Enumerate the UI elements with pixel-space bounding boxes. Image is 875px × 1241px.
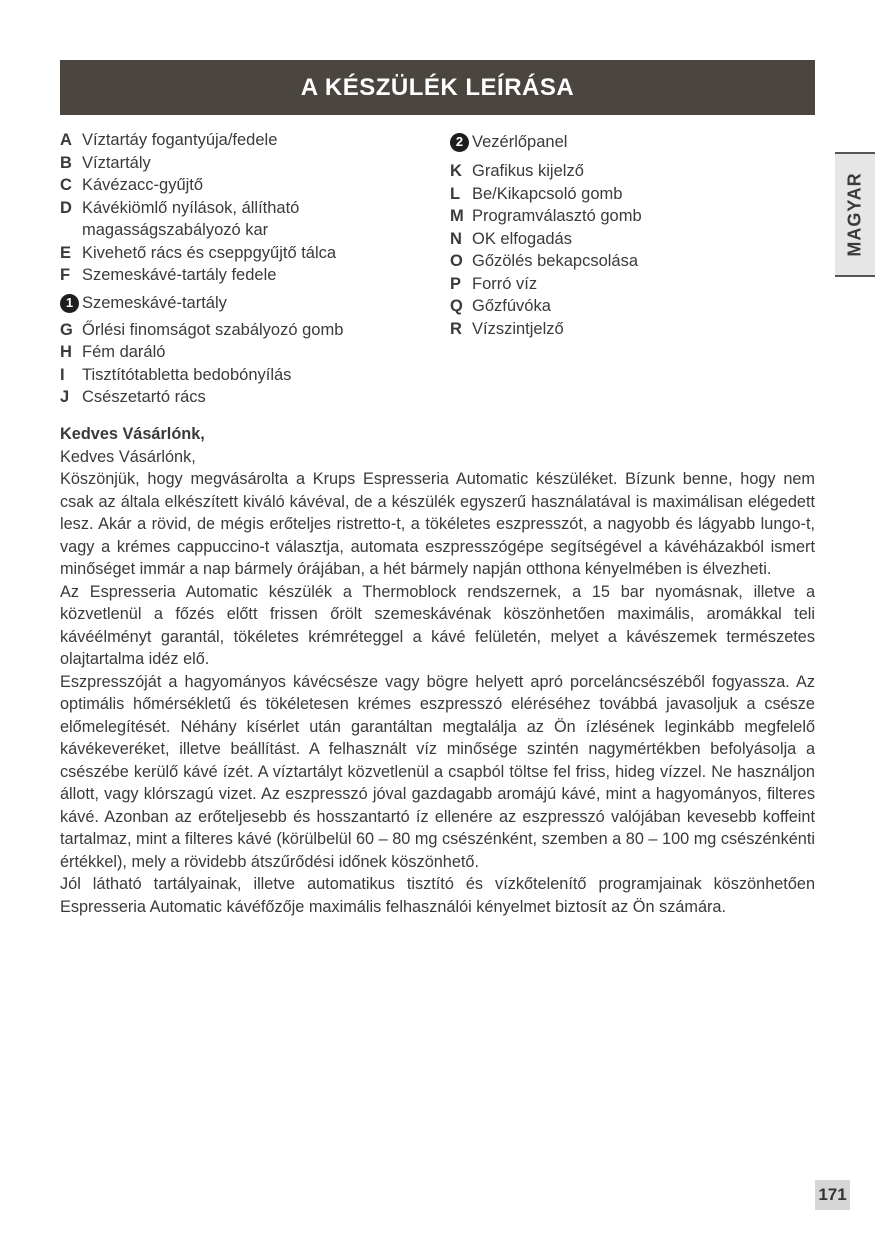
parts-letter: L bbox=[450, 184, 461, 203]
group-number-badge: 2 bbox=[450, 133, 469, 152]
paragraph: Köszönjük, hogy megvásárolta a Krups Espresseria Automatic készüléket. Bízunk benne, hogy nem csak az általa elkészített kiváló kávéval, de a készülék egyszerű használatával is maximálisan elégedett lesz. Akár a rövid, de mégis erőteljes ristretto-t, a tökéletes eszpresszót, a nagyobb és lágyabb lungo-t, vagy a krémes cappuccino-t választja, automata eszpresszógépe segítségével a kávéházakból ismert minőséget immár a nap bármely órájában, a hét bármely napján otthona kényelmében is élvezheti. bbox=[60, 470, 815, 578]
parts-text: Grafikus kijelző bbox=[472, 162, 584, 180]
parts-item bbox=[60, 197, 430, 242]
page-number-text: 171 bbox=[818, 1185, 847, 1204]
group-heading-2 bbox=[450, 131, 815, 153]
parts-letter: J bbox=[60, 388, 70, 406]
parts-item bbox=[60, 174, 430, 197]
parts-text: Kávézacc-gyűjtő bbox=[82, 176, 204, 194]
parts-item bbox=[450, 228, 815, 251]
parts-item bbox=[450, 250, 815, 273]
parts-item bbox=[450, 318, 815, 341]
group-number-badge: 1 bbox=[60, 294, 79, 313]
parts-letter: I bbox=[60, 365, 65, 384]
parts-item bbox=[450, 295, 815, 318]
parts-item bbox=[60, 341, 430, 364]
paragraph: Eszpresszóját a hagyományos kávécsésze vagy bögre helyett apró porceláncsészéből fogyassza. Az optimális hőmérsékletű és tökéletesen krémes eszpresszó eléréséhez továbbá javasoljuk a csésze előmelegítését. Néhány kísérlet után garantáltan megtalálja az Ön ízlésének leginkább megfelelő kávékeveréket, illetve beállítást. A felhasznált víz minősége szintén nagymértékben befolyásolja a csészébe kerülő kávé ízét. A víztartályt közvetlenül a csapból töltse fel friss, hideg vízzel. Ne használjon állott, vagy klórszagú vizet. Az eszpresszó jóval gazdagabb aromájú kávé, mint a hagyományos, filteres kávé. Azonban az erőteljesebb és hosszantartó íz ellenére az eszpresszó valójában kevesebb koffeint tartalmaz, mint a filteres kávé (körülbelül 60 – 80 mg csészénként, szemben a 80 – 100 mg csészénkénti értékkel), mely a rövidebb átszűrődési időnek köszönhető. bbox=[60, 672, 815, 871]
parts-item bbox=[450, 160, 815, 183]
parts-item bbox=[60, 319, 430, 342]
group-heading-1 bbox=[60, 293, 430, 315]
parts-item bbox=[60, 386, 430, 409]
parts-item bbox=[60, 129, 430, 152]
parts-text: Programválasztó gomb bbox=[472, 207, 642, 225]
greeting-heading: Kedves Vásárlónk, bbox=[60, 425, 205, 443]
parts-item bbox=[450, 273, 815, 296]
intro-text bbox=[60, 423, 815, 918]
parts-text: Kivehető rács és cseppgyűjtő tálca bbox=[82, 243, 337, 262]
parts-text: Víztartáy fogantyúja/fedele bbox=[82, 131, 278, 149]
parts-item bbox=[60, 364, 430, 387]
parts-letter: H bbox=[60, 343, 72, 361]
language-tab bbox=[835, 152, 875, 277]
parts-letter: M bbox=[450, 207, 464, 225]
parts-text: Be/Kikapcsoló gomb bbox=[472, 184, 623, 203]
parts-item bbox=[60, 242, 430, 265]
parts-text: Kávékiömlő nyílások, állítható magasságszabályozó kar bbox=[82, 198, 300, 239]
parts-text: Fém daráló bbox=[82, 343, 166, 361]
parts-text: Szemeskávé-tartály fedele bbox=[82, 266, 277, 284]
parts-item bbox=[60, 152, 430, 175]
parts-letter: N bbox=[450, 229, 462, 248]
paragraph: Az Espresseria Automatic készülék a Thermoblock rendszernek, a 15 bar nyomásnak, illetve a közvetlenül a főzés előtt frissen őrölt szemeskávénak köszönhetően maximális, aromákkal teli kávéélményt garantál, tökéletes krémréteggel a kávé felületén, melyet a kávészemek természetes olajtartalma idéz elő. bbox=[60, 582, 815, 668]
parts-letter: K bbox=[450, 162, 462, 180]
parts-letter: A bbox=[60, 131, 72, 149]
parts-letter: B bbox=[60, 153, 72, 172]
section-title: A KÉSZÜLÉK LEÍRÁSA bbox=[300, 73, 575, 101]
parts-text: Őrlési finomságot szabályozó gomb bbox=[82, 320, 344, 339]
section-title-bar bbox=[60, 60, 815, 115]
parts-item bbox=[450, 183, 815, 206]
parts-letter: G bbox=[60, 320, 73, 339]
page-number bbox=[815, 1180, 850, 1210]
parts-letter: E bbox=[60, 243, 72, 262]
parts-text: OK elfogadás bbox=[472, 229, 572, 248]
group-label: Szemeskávé-tartály bbox=[82, 294, 227, 313]
parts-letter: O bbox=[450, 252, 463, 270]
parts-text: Gőzölés bekapcsolása bbox=[472, 252, 639, 270]
parts-letter: R bbox=[450, 319, 462, 338]
language-tab-label: MAGYAR bbox=[844, 172, 865, 257]
parts-letter: Q bbox=[450, 297, 463, 315]
paragraph: Jól látható tartályainak, illetve automatikus tisztító és vízkőtelenítő programjainak köszönhetően Espresseria Automatic kávéfőzője maximális felhasználói kényelmet biztosít az Ön számára. bbox=[60, 875, 815, 916]
parts-list-right bbox=[450, 131, 815, 340]
parts-item bbox=[60, 264, 430, 287]
greeting-line: Kedves Vásárlónk, bbox=[60, 447, 196, 466]
parts-text: Tisztítótabletta bedobónyílás bbox=[82, 365, 292, 384]
parts-letter: C bbox=[60, 176, 72, 194]
parts-letter: F bbox=[60, 266, 71, 284]
parts-text: Vízszintjelző bbox=[472, 319, 564, 338]
parts-list-left bbox=[60, 129, 430, 409]
parts-text: Csészetartó rács bbox=[82, 388, 206, 406]
parts-text: Víztartály bbox=[82, 153, 151, 172]
group-label: Vezérlőpanel bbox=[472, 132, 568, 151]
parts-item bbox=[450, 205, 815, 228]
parts-text: Forró víz bbox=[472, 274, 538, 293]
parts-letter: D bbox=[60, 198, 72, 217]
parts-letter: P bbox=[450, 274, 462, 293]
parts-text: Gőzfúvóka bbox=[472, 297, 551, 315]
